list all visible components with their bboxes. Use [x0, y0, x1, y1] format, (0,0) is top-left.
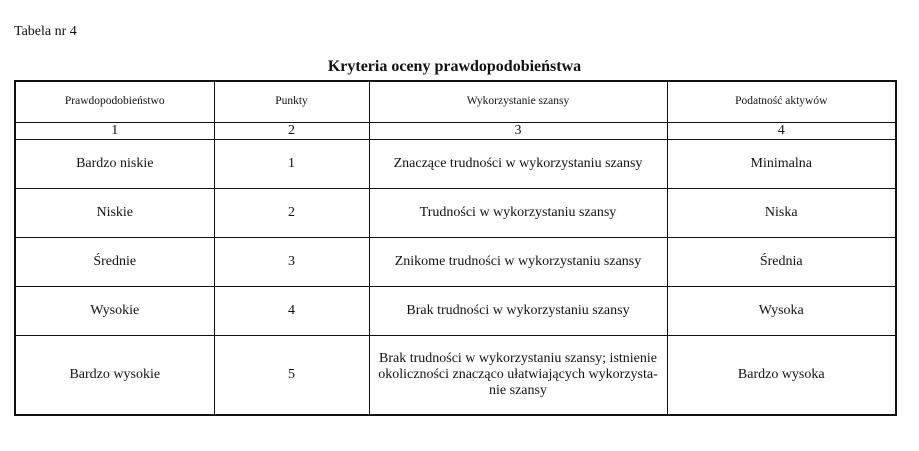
table-cell: Wysoka	[667, 287, 896, 336]
table-cell: Bardzo wysokie	[15, 336, 214, 416]
table-cell: Wysokie	[15, 287, 214, 336]
table-cell: Średnie	[15, 238, 214, 287]
table-cell: 3	[214, 238, 369, 287]
probability-criteria-table	[14, 80, 897, 416]
table-cell: 4	[214, 287, 369, 336]
table-row	[15, 189, 896, 238]
table-cell: Niska	[667, 189, 896, 238]
table-cell: Znaczące trudności w wykorzystaniu szansy	[369, 140, 667, 189]
header-cell-opportunity-use: Wykorzystanie szansy	[369, 81, 667, 123]
table-cell: Brak trudności w wykorzystaniu szansy	[369, 287, 667, 336]
header-cell-points: Punkty	[214, 81, 369, 123]
table-cell: Bardzo wysoka	[667, 336, 896, 416]
table-cell: 5	[214, 336, 369, 416]
column-number-cell: 3	[369, 123, 667, 140]
column-number-row	[15, 123, 896, 140]
column-number-cell: 1	[15, 123, 214, 140]
table-row	[15, 238, 896, 287]
table-cell: Trudności w wykorzystaniu szansy	[369, 189, 667, 238]
table-label: Tabela nr 4	[14, 24, 77, 39]
column-number-cell: 2	[214, 123, 369, 140]
table-cell: Średnia	[667, 238, 896, 287]
header-cell-asset-susceptibility: Podatność aktywów	[667, 81, 896, 123]
table-cell: Minimalna	[667, 140, 896, 189]
table-cell: Bardzo niskie	[15, 140, 214, 189]
table-title: Kryteria oceny prawdopodobieństwa	[327, 58, 582, 75]
table-cell: 2	[214, 189, 369, 238]
header-cell-probability: Prawdopodobieństwo	[15, 81, 214, 123]
table-cell: Niskie	[15, 189, 214, 238]
column-number-cell: 4	[667, 123, 896, 140]
table-cell: 1	[214, 140, 369, 189]
table-cell: Brak trudności w wykorzystaniu szansy; istnienie okoliczności znacząco ułatwiających wykorzysta-nie szansy	[369, 336, 667, 416]
table-row	[15, 140, 896, 189]
table-row	[15, 287, 896, 336]
table-header-row	[15, 81, 896, 123]
table-row	[15, 336, 896, 416]
table-cell: Znikome trudności w wykorzystaniu szansy	[369, 238, 667, 287]
